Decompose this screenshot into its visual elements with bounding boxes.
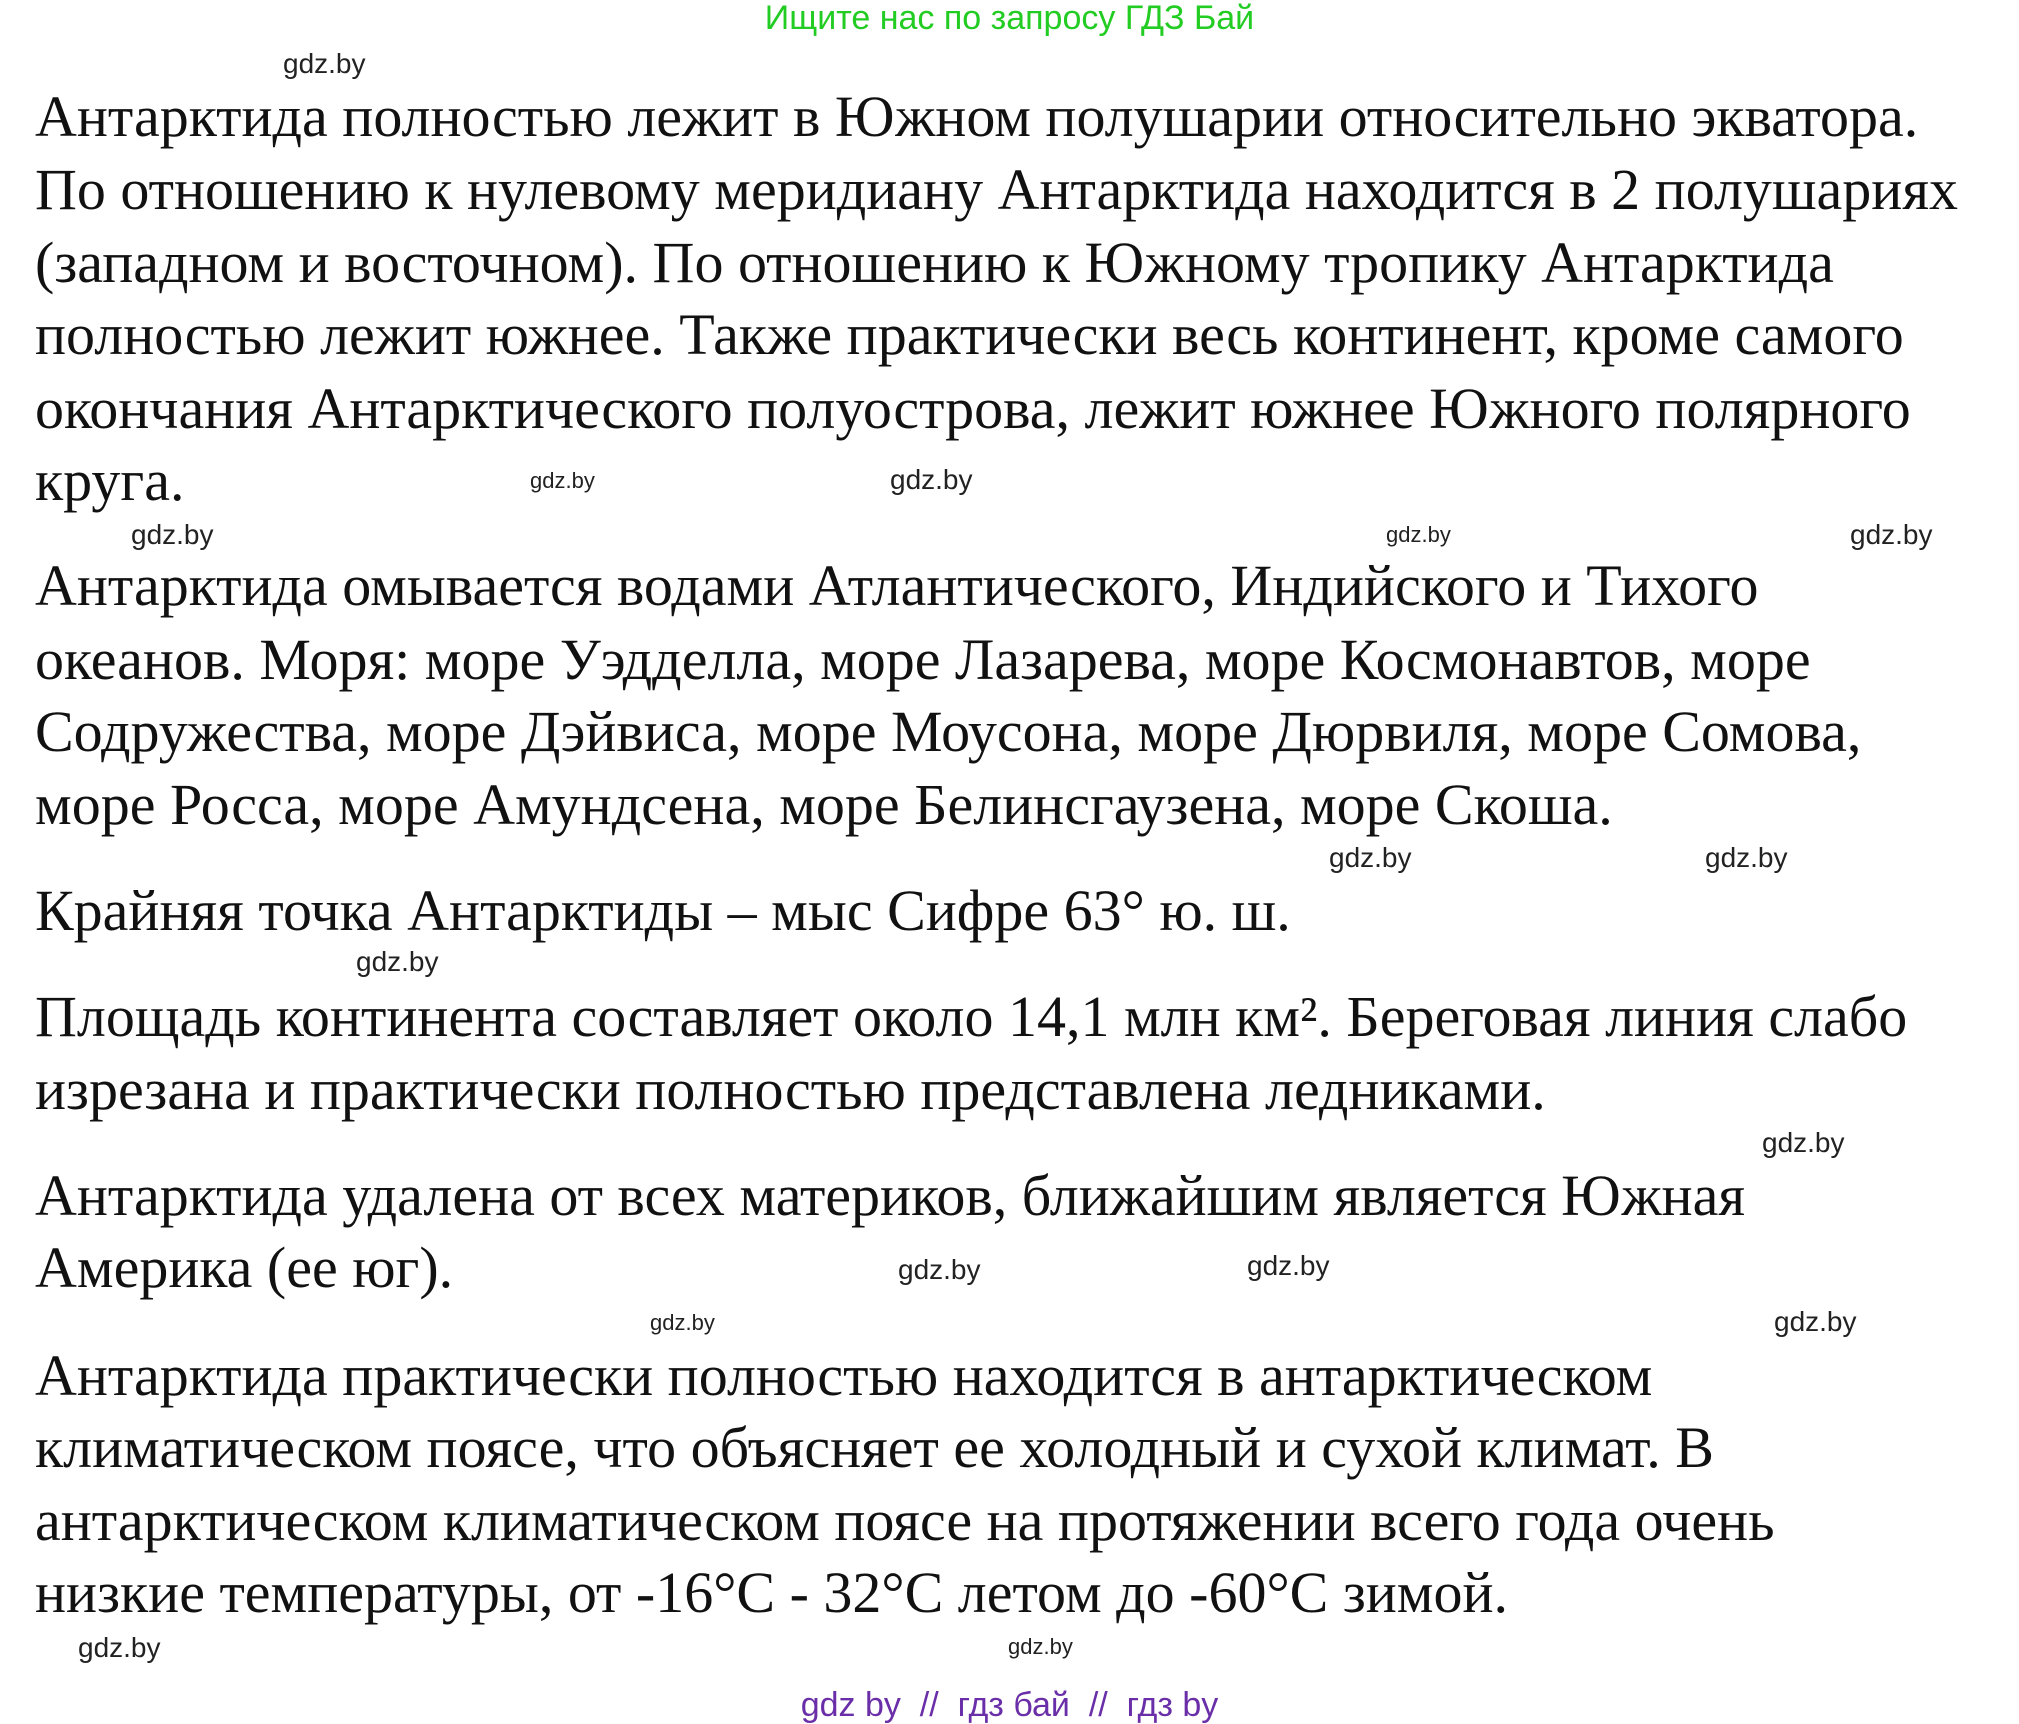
text-line: окончания Антарктического полуострова, лежит южнее Южного полярного xyxy=(35,376,1911,441)
text-line: (западном и восточном). По отношению к Южному тропику Антарктида xyxy=(35,230,1834,295)
text-line: круга. xyxy=(35,448,185,513)
watermark: gdz.by xyxy=(1386,522,1451,547)
text-line: Америка (ее юг). xyxy=(35,1235,454,1300)
text-line: океанов. Моря: море Уэдделла, море Лазарева, море Космонавтов, море xyxy=(35,627,1811,692)
watermark: gdz.by xyxy=(1329,842,1412,873)
watermark: gdz.by xyxy=(1762,1127,1845,1158)
search-hint-banner: Ищите нас по запросу ГДЗ Бай xyxy=(764,0,1255,37)
text-line: климатическом поясе, что объясняет ее холодный и сухой климат. В xyxy=(35,1415,1714,1480)
watermark: gdz.by xyxy=(890,464,973,495)
text-line: Антарктида практически полностью находится в антарктическом xyxy=(35,1343,1653,1408)
text-line: По отношению к нулевому меридиану Антарктида находится в 2 полушариях xyxy=(35,157,1959,222)
watermark: gdz.by xyxy=(650,1310,715,1335)
text-line: низкие температуры, от -16°C - 32°C летом до -60°C зимой. xyxy=(35,1560,1509,1625)
text-line: Содружества, море Дэйвиса, море Моусона, море Дюрвиля, море Сомова, xyxy=(35,699,1862,764)
watermark: gdz.by xyxy=(131,519,214,550)
watermark: gdz.by xyxy=(78,1632,161,1663)
watermark: gdz.by xyxy=(1247,1250,1330,1281)
text-line: Площадь континента составляет около 14,1 млн км². Береговая линия слабо xyxy=(35,984,1908,1049)
text-line: Антарктида омывается водами Атлантического, Индийского и Тихого xyxy=(35,553,1759,618)
footer-links: gdz by // гдз бай // гдз by xyxy=(800,1686,1219,1724)
text-line: полностью лежит южнее. Также практически весь континент, кроме самого xyxy=(35,302,1904,367)
watermark: gdz.by xyxy=(1850,519,1933,550)
watermark: gdz.by xyxy=(530,468,595,493)
text-line: антарктическом климатическом поясе на протяжении всего года очень xyxy=(35,1488,1775,1553)
text-line: Антарктида удалена от всех материков, ближайшим является Южная xyxy=(35,1163,1746,1228)
watermark: gdz.by xyxy=(1774,1306,1857,1337)
watermark: gdz.by xyxy=(283,48,366,79)
text-line: Крайняя точка Антарктиды – мыс Сифре 63° ю. ш. xyxy=(35,878,1291,943)
text-line: Антарктида полностью лежит в Южном полушарии относительно экватора. xyxy=(35,84,1919,149)
watermark: gdz.by xyxy=(356,946,439,977)
watermark: gdz.by xyxy=(898,1254,981,1285)
text-line: изрезана и практически полностью представлена ледниками. xyxy=(35,1057,1546,1122)
watermark: gdz.by xyxy=(1008,1634,1073,1659)
watermark: gdz.by xyxy=(1705,842,1788,873)
text-line: море Росса, море Амундсена, море Белинсгаузена, море Скоша. xyxy=(35,772,1613,837)
